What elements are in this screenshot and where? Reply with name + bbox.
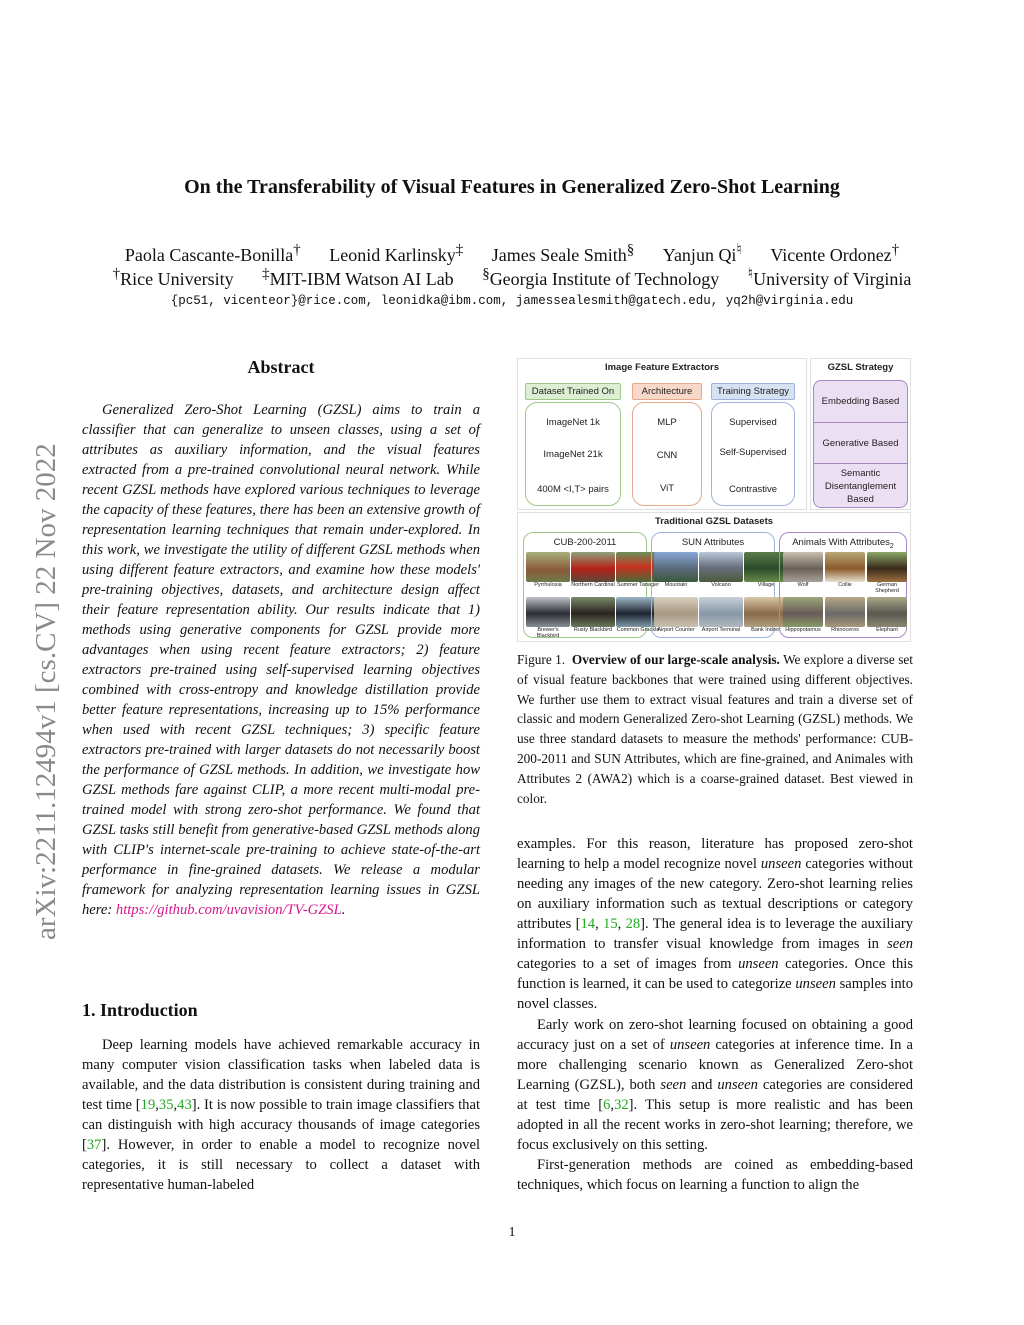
photo-label: Summer Tanager (616, 582, 660, 588)
photo-label: Village (757, 582, 775, 588)
dataset-imagenet-21k: ImageNet 21k (543, 449, 603, 460)
photo-collie (825, 552, 865, 582)
arch-vit: ViT (659, 483, 675, 494)
photo-hippopotamus (783, 597, 823, 627)
column-header-dataset: Dataset Trained On (525, 383, 621, 400)
photo-label: Brewer's Blackbird (536, 627, 560, 639)
citation[interactable]: 35 (158, 1097, 174, 1113)
photo-german-shepherd (867, 552, 907, 582)
photo-rusty-blackbird (571, 597, 615, 627)
photo-pyrrhuloxia (526, 552, 570, 582)
citation[interactable]: 15 (603, 916, 618, 932)
photo-volcano (699, 552, 743, 582)
abstract-text: Generalized Zero-Shot Learning (GZSL) aims to train a classifier that can generalize to unseen classes, using a set of attributes as auxiliary information, and the visual features extracted from a pre-trained convolutional neural network. While recent GZSL methods have explored various techniques to leverage the capacity of these features, there has been an extensive growth of representation learning techniques that remain under-explored. In this work, we investigate the utility of different GZSL methods when using different feature extractors, and examine how these models' pre-training objectives, datasets, and architecture design affect their feature representation ability. Our results indicate that 1) methods using generative components for GZSL provide more advantages when using recent feature extractors; 2) feature extractors pre-trained using self-supervised learning objectives combined with cross-entropy and knowledge distillation provide better feature representations, increasing up to 15% performance when used with recent GZSL techniques; 3) specific feature extractors pre-trained with larger datasets do not necessarily boost the performance of GZSL methods. In addition, we investigate how GZSL methods fare against CLIP, a more recent multi-modal pre-trained model with strong zero-shot performance. We found that GZSL tasks still benefit from generative-based GZSL methods along with CLIP's internet-scale pre-training to achieve state-of-the-art performance in fine-grained datasets. We release a modular framework for analyzing representation learning issues in GZSL here: https://github.com/uvavision/TV-GZSL. (82, 402, 480, 918)
citation[interactable]: 14 (580, 916, 596, 932)
photo-brewers-blackbird (526, 597, 570, 627)
column-header-architecture: Architecture (632, 383, 702, 400)
photo-label: Northern Cardinal (571, 582, 615, 588)
gzsl-generative-based: Generative Based (822, 438, 899, 449)
author: Leonid Karlinsky‡ (329, 242, 464, 265)
citation[interactable]: 6 (603, 1097, 611, 1113)
photo-rhinoceros (825, 597, 865, 627)
gzsl-embedding-based: Embedding Based (821, 396, 900, 407)
arch-mlp: MLP (657, 417, 677, 428)
divider (814, 463, 907, 464)
author-list (0, 240, 1024, 266)
arxiv-stamp: arXiv:2211.12494v1 [cs.CV] 22 Nov 2022 (30, 443, 62, 940)
photo-mountain (654, 552, 698, 582)
sun-title: SUN Attributes (681, 537, 745, 548)
intro-paragraph-3: Early work on zero-shot learning focused on obtaining a good accuracy just on a set of unseen categories at inference time. In a more challenging scenario known as Generalized Zero-shot Learning (GZSL), both seen and unseen categories are considered at test time [6,32]. This setup is more realistic and has been adopted in all the recent works in zero-shot learning; therefore, we focus exclusively on this setting. (517, 1017, 913, 1153)
photo-label: Bank Indoor (751, 627, 781, 633)
citation[interactable]: 32 (614, 1097, 629, 1113)
photo-northern-cardinal (571, 552, 615, 582)
photo-label: Collie (838, 582, 852, 588)
intro-paragraph-1: Deep learning models have achieved remarkable accuracy in many computer vision classification tasks when labeled data is available, and the data distribution is consistent during training and test time [19,35,43]. It is now possible to train image classifiers that can distinguish with high accuracy thousands of image categories [37]. However, in order to enable a model to recognize novel categories, it is still necessary to collect a dataset with representative human-labeled (82, 1037, 480, 1193)
photo-label: Airport Terminal (701, 627, 741, 633)
section-heading-introduction: 1. Introduction (82, 1000, 198, 1020)
affiliation: ‡MIT-IBM Watson AI Lab (262, 266, 454, 289)
author: Vicente Ordonez† (770, 242, 900, 265)
author-emails: {pc51, vicenteor}@rice.com, leonidka@ibm.com, jamessealesmith@gatech.edu, yq2h@virginia.edu (170, 294, 854, 308)
photo-label: Rhinoceros (831, 627, 859, 633)
training-contrastive: Contrastive (728, 484, 778, 495)
citation[interactable]: 19 (140, 1097, 156, 1113)
awa2-title: Animals With Attributes$_2$ (792, 537, 894, 550)
dataset-400m-pairs: 400M <I,T> pairs (537, 484, 609, 495)
photo-label: German Shepherd (875, 582, 899, 594)
photo-elephant (867, 597, 907, 627)
datasets-title: Traditional GZSL Datasets (654, 516, 774, 527)
photo-label: Common Grackle (616, 627, 660, 633)
photo-label: Volcano (711, 582, 731, 588)
affiliation: †Rice University (112, 266, 234, 289)
cub-title: CUB-200-2011 (553, 537, 617, 548)
abstract-heading: Abstract (247, 357, 315, 377)
training-supervised: Supervised (729, 417, 777, 428)
training-self-supervised: Self-Supervised (719, 447, 787, 458)
extractors-title: Image Feature Extractors (604, 362, 720, 373)
affiliation: §Georgia Institute of Technology (482, 266, 720, 289)
affiliation: ♮University of Virginia (747, 266, 912, 289)
divider (814, 422, 907, 423)
photo-label: Wolf (797, 582, 809, 588)
photo-label: Airport Counter (657, 627, 695, 633)
citation[interactable]: 28 (625, 916, 641, 932)
column-header-training: Training Strategy (711, 383, 795, 400)
figure-1 (517, 358, 911, 642)
paper-title: On the Transferability of Visual Features in Generalized Zero-Shot Learning (184, 176, 840, 198)
intro-paragraph-2: examples. For this reason, literature has proposed zero-shot learning to help a model recognize novel unseen categories without needing any images of the new category. Zero-shot learning relies on auxiliary information such as textual descriptions or category attributes [14, 15, 28]. The general idea is to leverage the auxiliary information to transfer visual knowledge from images in seen categories to a set of images from unseen categories. Once this function is learned, it can be used to categorize unseen samples into novel classes. (517, 836, 914, 1012)
arch-cnn: CNN (656, 450, 678, 461)
page-number: 1 (508, 1225, 516, 1240)
citation[interactable]: 37 (86, 1137, 102, 1153)
figure-caption: Figure 1. Overview of our large-scale analysis. We explore a diverse set of visual feature backbones that were trained using different objectives. We further use them to extract visual features and train a diverse set of classic and modern Generalized Zero-shot Learning (GZSL) methods. We use three standard datasets to measure the methods' performance: CUB-200-2011 and SUN Attributes, which are fine-grained, and Animales with Attributes 2 (AWA2) which is a coarse-grained dataset. Best viewed in color. (517, 652, 913, 806)
gzsl-semantic-disentanglement: Semantic Disentanglement Based (824, 468, 897, 505)
photo-label: Rusty Blackbird (573, 627, 613, 633)
photo-airport-counter (654, 597, 698, 627)
author: Yanjun Qi♮ (662, 242, 742, 265)
author: Paola Cascante-Bonilla† (124, 242, 301, 265)
photo-label: Mountain (664, 582, 688, 588)
citation[interactable]: 43 (177, 1097, 192, 1113)
photo-label: Elephant (876, 627, 898, 633)
author: James Seale Smith§ (491, 242, 635, 265)
gzsl-strategy-title: GZSL Strategy (827, 362, 894, 373)
github-link[interactable]: https://github.com/uvavision/TV-GZSL (115, 902, 342, 918)
photo-label: Hippopotamus (785, 627, 821, 633)
photo-label: Pyrrhuloxia (534, 582, 562, 588)
photo-airport-terminal (699, 597, 743, 627)
photo-wolf (783, 552, 823, 582)
affiliation-list (0, 264, 1024, 290)
intro-paragraph-4: First-generation methods are coined as embedding-based techniques, which focus on learning a function to align the (517, 1157, 913, 1193)
dataset-imagenet-1k: ImageNet 1k (546, 417, 600, 428)
